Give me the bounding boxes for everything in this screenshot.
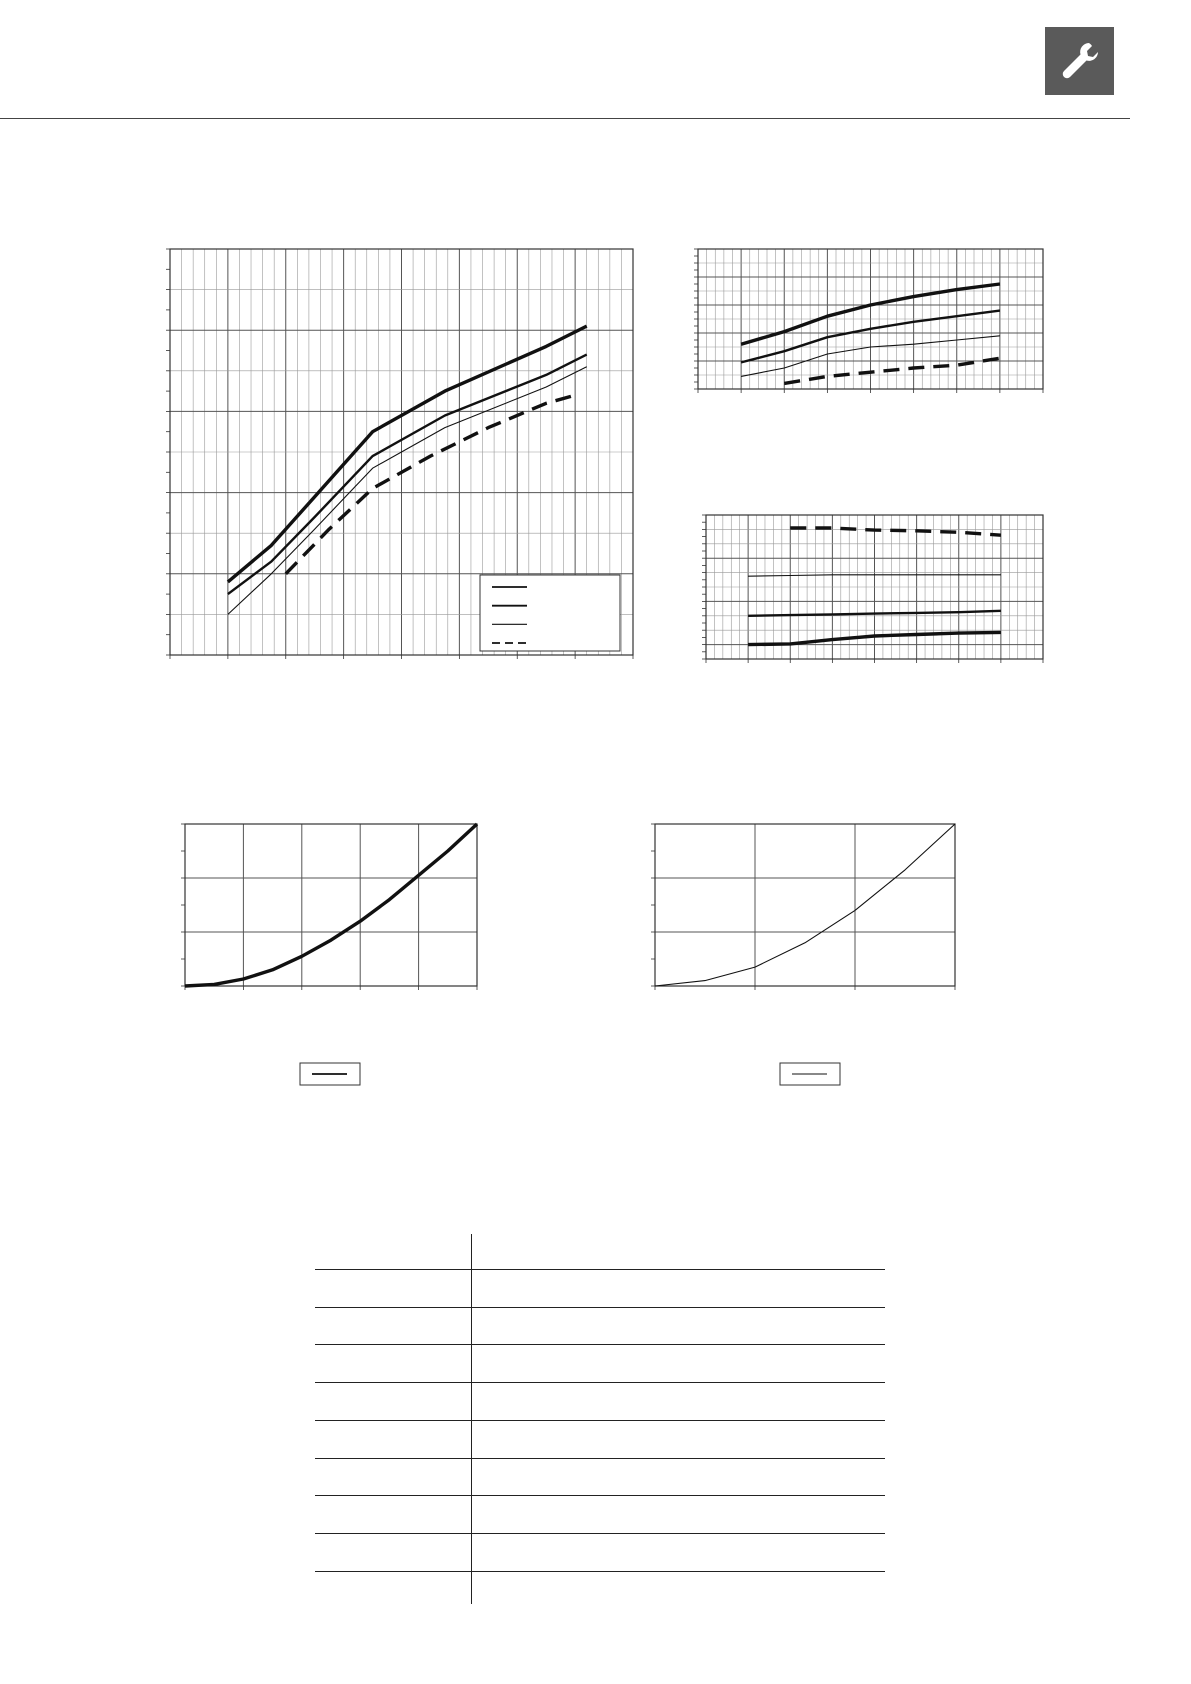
series-line-dashed [790, 528, 1001, 535]
table-row-divider [315, 1495, 885, 1496]
tool-badge [1045, 27, 1114, 95]
header-rule [0, 118, 1130, 119]
chart-main [170, 249, 633, 655]
series-line-dashed [784, 358, 1000, 383]
chart-top-right [698, 249, 1043, 389]
chart-bottom-right [655, 824, 955, 986]
grid [655, 824, 955, 986]
wrench-icon [1056, 37, 1104, 85]
series-line-solid-thin [655, 824, 955, 986]
table-row-divider [315, 1382, 885, 1383]
series-line-dashed [286, 395, 575, 574]
data-table [315, 1234, 885, 1604]
table-row-divider [315, 1307, 885, 1308]
table-row-divider [315, 1269, 885, 1270]
chart-bottom-left [185, 824, 477, 986]
grid [698, 249, 1043, 389]
plot-frame [185, 824, 477, 986]
table-row-divider [315, 1344, 885, 1345]
series-line-solid-medium [228, 355, 587, 594]
series-line-solid-heavy [228, 326, 587, 582]
series-line-solid-heavy [185, 824, 477, 986]
grid [185, 824, 477, 986]
chart-middle-right [706, 515, 1043, 659]
plot-frame [655, 824, 955, 986]
table-row-divider [315, 1571, 885, 1572]
table-row-divider [315, 1533, 885, 1534]
table-row-divider [315, 1420, 885, 1421]
table-row-divider [315, 1458, 885, 1459]
